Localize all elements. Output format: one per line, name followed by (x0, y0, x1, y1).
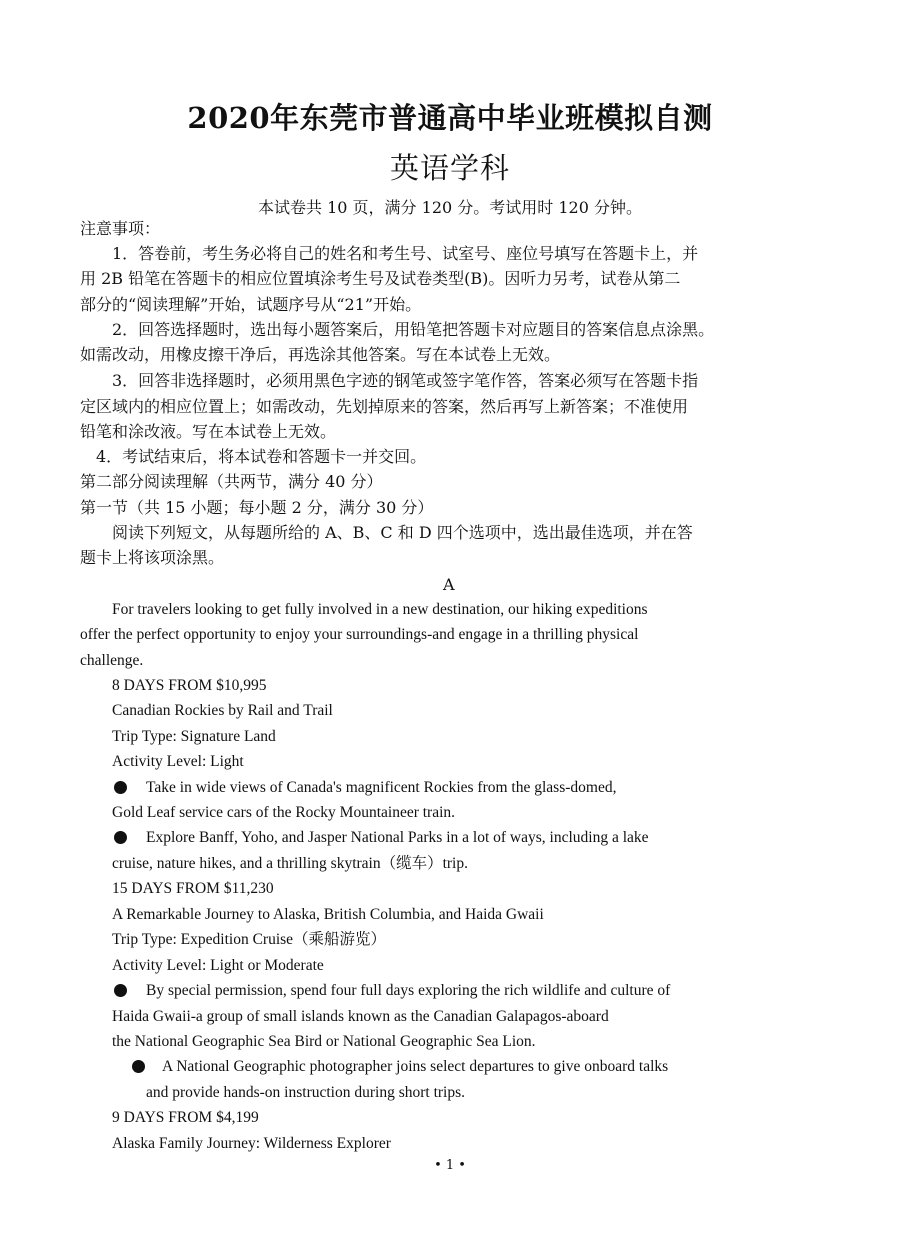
bullet-icon (114, 781, 127, 794)
activity-level: Activity Level: Light (112, 753, 244, 770)
trip-price: 15 DAYS FROM $11,230 (112, 880, 274, 897)
notice-line: 铅笔和涂改液。写在本试卷上无效。 (80, 422, 337, 441)
subject-title: 英语学科 (389, 151, 510, 185)
exam-title: 2020年东莞市普通高中毕业班模拟自测 (187, 101, 713, 135)
passage-label: A (443, 575, 455, 594)
trip-price: 8 DAYS FROM $10,995 (112, 677, 267, 694)
notice-line: 定区域内的相应位置上；如需改动，先划掉原来的答案，然后再写上新答案；不准使用 (80, 397, 689, 416)
exam-info: 本试卷共 10 页，满分 120 分。考试用时 120 分钟。 (258, 198, 642, 217)
trip-type: Trip Type: Signature Land (112, 728, 276, 745)
notice-line: 1．答卷前，考生务必将自己的姓名和考生号、试室号、座位号填写在答题卡上，并 (112, 244, 699, 263)
activity-level: Activity Level: Light or Moderate (112, 957, 324, 974)
intro-line: challenge. (80, 652, 144, 669)
trip-type: Trip Type: Expedition Cruise（乘船游览） (112, 931, 387, 948)
trip-bullet: Haida Gwaii-a group of small islands known as the Canadian Galapagos-aboard (112, 1008, 609, 1025)
trip-bullet: Take in wide views of Canada's magnificent Rockies from the glass-domed, (146, 779, 617, 796)
notice-line: 如需改动，用橡皮擦干净后，再选涂其他答案。写在本试卷上无效。 (80, 345, 561, 364)
intro-line: offer the perfect opportunity to enjoy your surroundings-and engage in a thrilling physical (80, 626, 639, 643)
page-number: • 1 • (434, 1158, 466, 1173)
trip-bullet: and provide hands-on instruction during short trips. (146, 1084, 465, 1101)
instruction-line: 题卡上将该项涂黑。 (80, 548, 225, 567)
notice-line: 用 2B 铅笔在答题卡的相应位置填涂考生号及试卷类型(B)。因听力另考，试卷从第二 (80, 269, 681, 288)
trip-bullet: By special permission, spend four full days exploring the rich wildlife and culture of (146, 982, 671, 999)
notice-line: 部分的“阅读理解”开始，试题序号从“21”开始。 (80, 295, 422, 314)
instruction-line: 阅读下列短文，从每题所给的 A、B、C 和 D 四个选项中，选出最佳选项，并在答 (112, 523, 693, 542)
trip-name: A Remarkable Journey to Alaska, British Columbia, and Haida Gwaii (112, 906, 544, 923)
trip-bullet: the National Geographic Sea Bird or National Geographic Sea Lion. (112, 1033, 536, 1050)
trip-name: Alaska Family Journey: Wilderness Explorer (112, 1135, 391, 1152)
notice-line: 2．回答选择题时，选出每小题答案后，用铅笔把答题卡对应题目的答案信息点涂黑。 (112, 320, 715, 339)
bullet-icon (114, 984, 127, 997)
trip-bullet: Gold Leaf service cars of the Rocky Mountaineer train. (112, 804, 456, 821)
notice-line: 4．考试结束后，将本试卷和答题卡一并交回。 (96, 447, 427, 466)
trip-bullet: A National Geographic photographer joins select departures to give onboard talks (162, 1058, 669, 1075)
trip-bullet: cruise, nature hikes, and a thrilling skytrain（缆车）trip. (112, 855, 468, 872)
bullet-icon (132, 1060, 145, 1073)
notice-line: 3．回答非选择题时，必须用黑色字迹的钢笔或签字笔作答，答案必须写在答题卡指 (112, 371, 699, 390)
section1-heading: 第一节（共 15 小题；每小题 2 分，满分 30 分） (80, 498, 434, 517)
intro-line: For travelers looking to get fully involved in a new destination, our hiking expeditions (112, 601, 648, 618)
trip-bullet: Explore Banff, Yoho, and Jasper National Parks in a lot of ways, including a lake (146, 829, 649, 846)
part2-heading: 第二部分阅读理解（共两节，满分 40 分） (80, 472, 383, 491)
trip-price: 9 DAYS FROM $4,199 (112, 1109, 259, 1126)
bullet-icon (114, 831, 127, 844)
trip-name: Canadian Rockies by Rail and Trail (112, 702, 333, 719)
notice-heading: 注意事项： (80, 219, 161, 238)
